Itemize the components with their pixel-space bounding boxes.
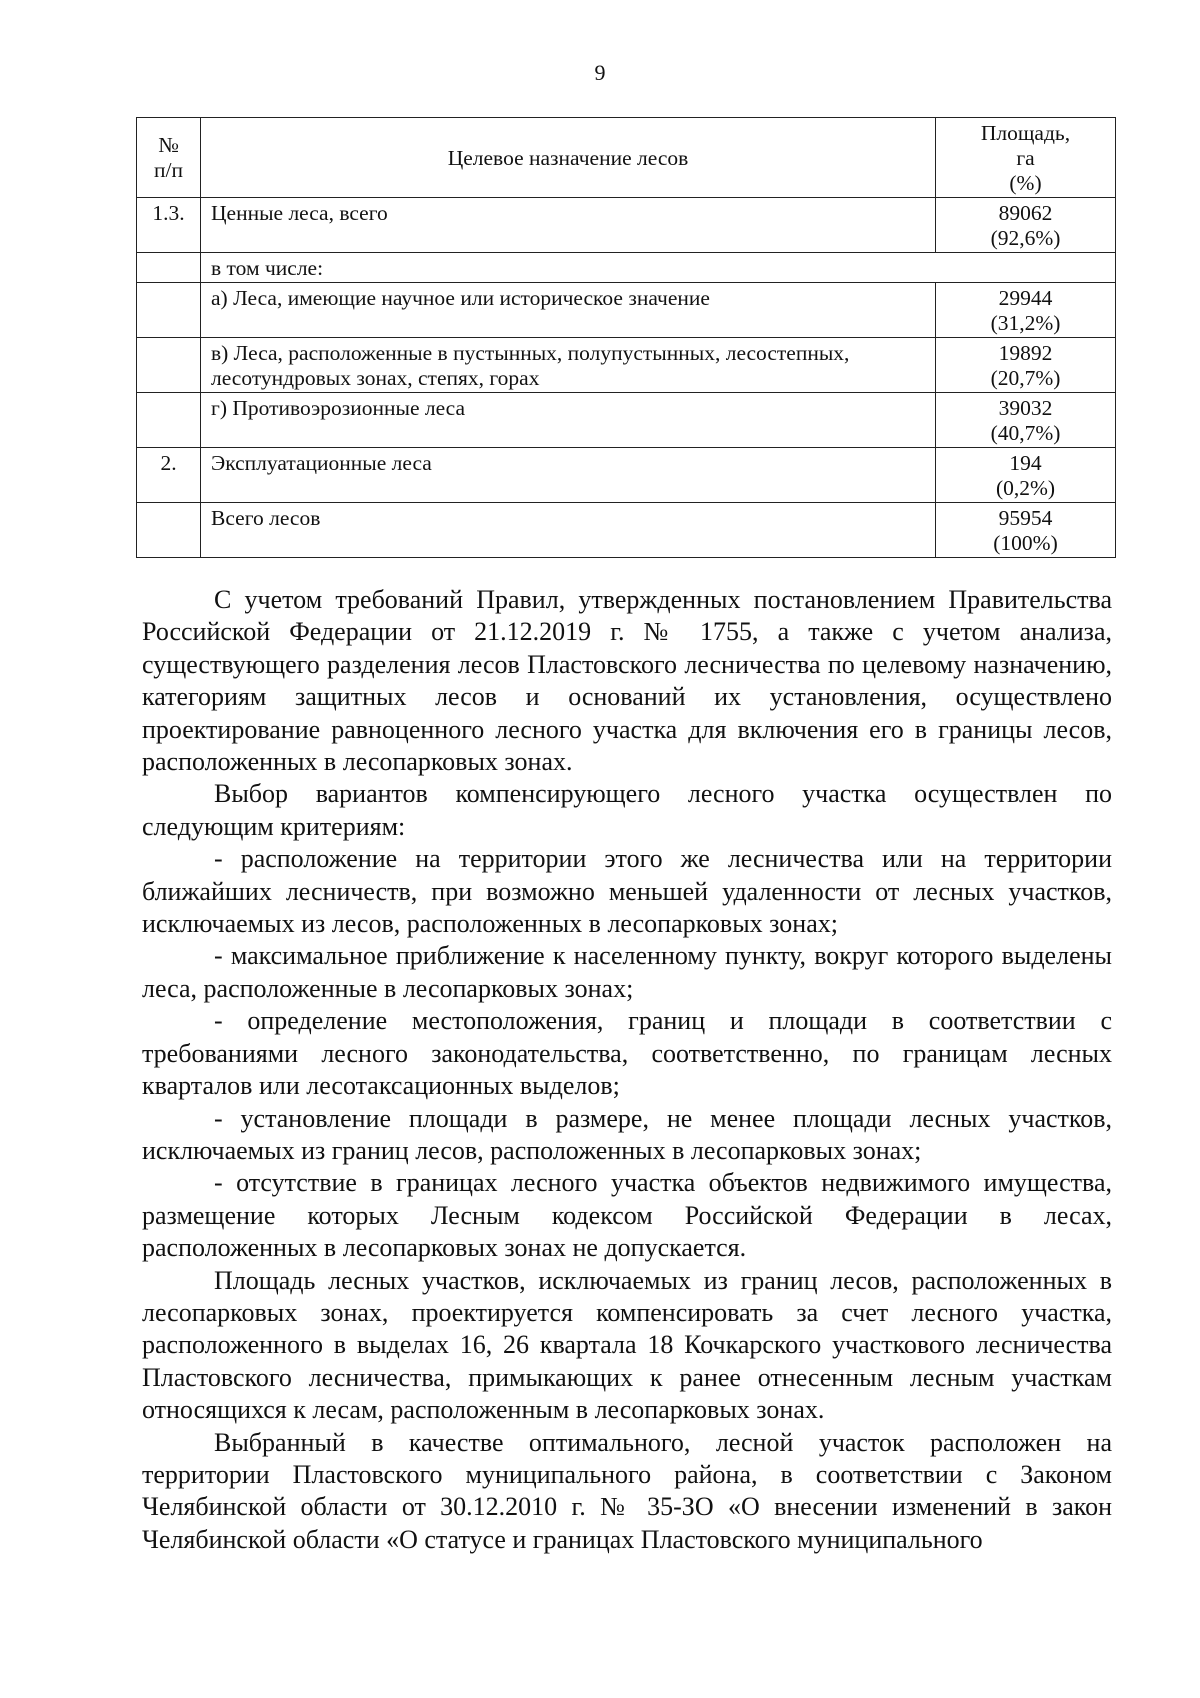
table-row	[137, 338, 1116, 393]
row-area	[936, 338, 1116, 393]
row-number	[137, 253, 201, 283]
row-number	[137, 503, 201, 558]
forest-purpose-table	[136, 117, 1116, 558]
header-purpose: Целевое назначение лесов	[201, 118, 936, 198]
header-area-line: га	[1016, 145, 1035, 170]
paragraph: - расположение на территории этого же лесничества или на территории ближайших лесничеств, при возможно меньшей удаленности от лесных участков, исключаемых из лесов, расположенных в лесопарковых зонах;	[142, 844, 1112, 939]
paragraph: Площадь лесных участков, исключаемых из границ лесов, расположенных в лесопарковых зонах, проектируется компенсировать за счет лесного участка, расположенного в выделах 16, 26 квартала 18 Кочкарского участкового лесничества Пластовского лесничества, примыкающих к ранее отнесенным лесным участкам относящихся к лесам, расположенным в лесопарковых зонах.	[142, 1265, 1112, 1425]
table-row	[137, 283, 1116, 338]
area-percent: (100%)	[993, 531, 1058, 555]
row-area	[936, 393, 1116, 448]
area-value: 29944	[998, 286, 1053, 310]
row-area	[936, 283, 1116, 338]
table-row	[137, 448, 1116, 503]
row-area	[936, 503, 1116, 558]
row-number	[137, 283, 201, 338]
paragraph: - установление площади в размере, не менее площади лесных участков, исключаемых из границ лесов, расположенных в лесопарковых зонах;	[142, 1103, 1112, 1165]
row-number	[137, 338, 201, 393]
row-number	[137, 393, 201, 448]
row-purpose: г) Противоэрозионные леса	[201, 393, 936, 448]
row-purpose: а) Леса, имеющие научное или историческое значение	[201, 283, 936, 338]
paragraph: Выбор вариантов компенсирующего лесного участка осуществлен по следующим критериям:	[142, 779, 1112, 841]
area-percent: (40,7%)	[990, 421, 1061, 445]
area-percent: (92,6%)	[990, 226, 1061, 250]
row-area	[936, 198, 1116, 253]
area-percent: (0,2%)	[995, 476, 1056, 500]
paragraph: - определение местоположения, границ и площади в соответствии с требованиями лесного законодательства, соответственно, по границам лесных кварталов или лесотаксационных выделов;	[142, 1006, 1112, 1101]
header-area-line: (%)	[1009, 170, 1042, 195]
page-number: 9	[594, 60, 606, 85]
paragraph: - отсутствие в границах лесного участка объектов недвижимого имущества, размещение которых Лесным кодексом Российской Федерации в лесах, расположенных в лесопарковых зонах не допускается.	[142, 1168, 1112, 1263]
header-area	[936, 118, 1116, 198]
table-row	[137, 198, 1116, 253]
table-header-row	[137, 118, 1116, 198]
row-purpose: Всего лесов	[201, 503, 936, 558]
table-row	[137, 393, 1116, 448]
table-row	[137, 503, 1116, 558]
paragraph: С учетом требований Правил, утвержденных постановлением Правительства Российской Федерации от 21.12.2019 г. № 1755, а также с учетом анализа, существующего разделения лесов Пластовского лесничества по целевому назначению, категориям защитных лесов и оснований их установления, осуществлено проектирование равноценного лесного участка для включения его в границы лесов, расположенных в лесопарковых зонах.	[142, 585, 1112, 777]
header-area-line: Площадь,	[980, 120, 1071, 145]
area-value: 194	[1009, 451, 1042, 475]
area-value: 95954	[998, 506, 1053, 530]
header-number: № п/п	[137, 118, 201, 198]
row-number: 1.3.	[137, 198, 201, 253]
row-area	[936, 448, 1116, 503]
row-number: 2.	[137, 448, 201, 503]
area-value: 89062	[998, 201, 1053, 225]
area-percent: (20,7%)	[990, 366, 1061, 390]
area-percent: (31,2%)	[990, 311, 1061, 335]
area-value: 19892	[998, 341, 1053, 365]
area-value: 39032	[998, 396, 1053, 420]
body-text	[142, 584, 1112, 1556]
row-purpose: Ценные леса, всего	[201, 198, 936, 253]
row-purpose: Эксплуатационные леса	[201, 448, 936, 503]
paragraph: - максимальное приближение к населенному пункту, вокруг которого выделены леса, расположенные в лесопарковых зонах;	[142, 941, 1112, 1003]
row-purpose: в) Леса, расположенные в пустынных, полупустынных, лесостепных, лесотундровых зонах, степях, горах	[201, 338, 936, 393]
table-row	[137, 253, 1116, 283]
row-purpose: в том числе:	[201, 253, 1116, 283]
paragraph: Выбранный в качестве оптимального, лесной участок расположен на территории Пластовского муниципального района, в соответствии с Законом Челябинской области от 30.12.2010 г. № 35-ЗО «О внесении изменений в закон Челябинской области «О статусе и границах Пластовского муниципального	[142, 1427, 1112, 1554]
